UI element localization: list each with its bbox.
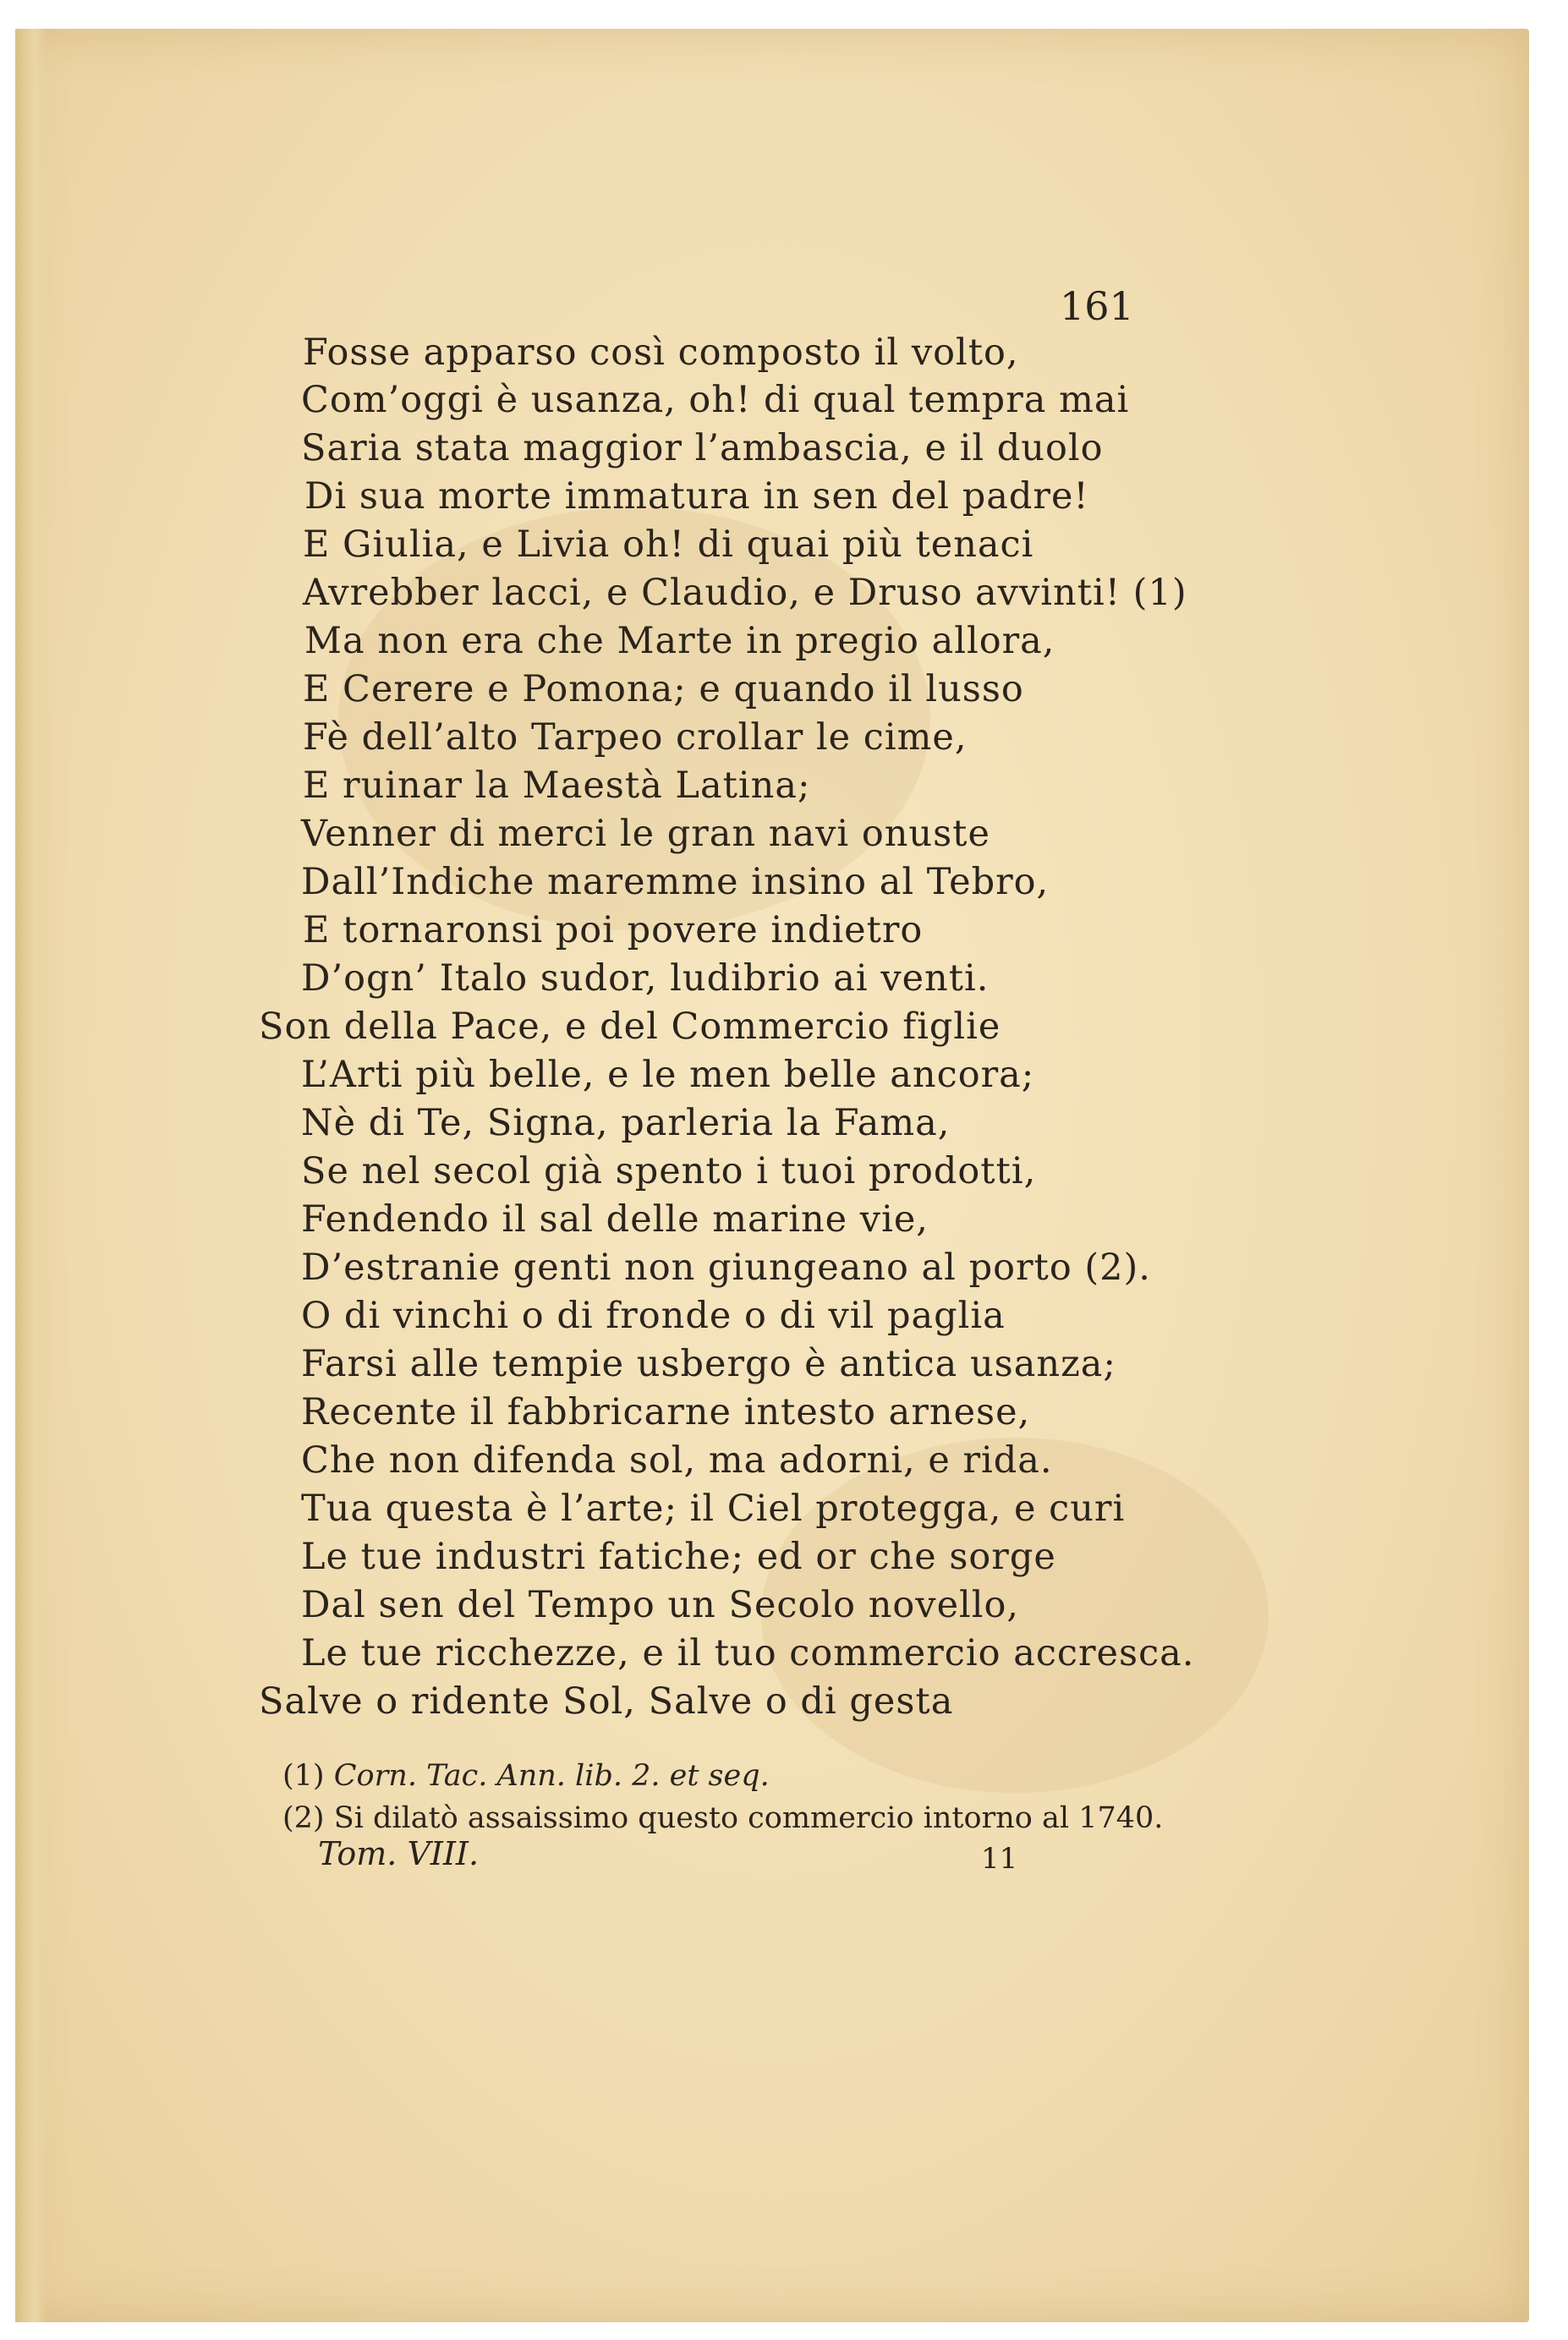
poem-line: Fosse apparso così composto il volto, xyxy=(303,332,1019,374)
poem-line: L’Arti più belle, e le men belle ancora; xyxy=(301,1054,1035,1096)
poem-line: Fendendo il sal delle marine vie, xyxy=(301,1198,929,1241)
poem-line: Recente il fabbricarne intesto arnese, xyxy=(301,1391,1031,1433)
poem-line: E tornaronsi poi povere indietro xyxy=(303,909,924,951)
poem-line: Fè dell’alto Tarpeo crollar le cime, xyxy=(303,716,968,759)
page-number: 161 xyxy=(1060,283,1134,329)
page-spine-edge xyxy=(15,29,47,2322)
footnote-marker: (2) xyxy=(282,1801,325,1835)
volume-signature: Tom. VIII. xyxy=(318,1835,480,1872)
poem-line: Le tue ricchezze, e il tuo commercio accresca. xyxy=(301,1632,1195,1674)
footnote-text: Corn. Tac. Ann. lib. 2. et seq. xyxy=(333,1759,770,1793)
footnote-text: Si dilatò assaissimo questo commercio intorno al 1740. xyxy=(333,1801,1164,1835)
poem-line: E Giulia, e Livia oh! di quai più tenaci xyxy=(303,523,1034,566)
poem-line: D’ogn’ Italo sudor, ludibrio ai venti. xyxy=(301,957,990,1000)
poem-line: Nè di Te, Signa, parleria la Fama, xyxy=(301,1102,951,1144)
poem-line: Che non difenda sol, ma adorni, e rida. xyxy=(301,1439,1053,1482)
footnote-2 xyxy=(282,1801,1163,1835)
footnote-1 xyxy=(282,1759,770,1793)
poem-line: Saria stata maggior l’ambascia, e il duolo xyxy=(301,427,1104,469)
poem-line: Salve o ridente Sol, Salve o di gesta xyxy=(259,1680,954,1723)
poem-line: Se nel secol già spento i tuoi prodotti, xyxy=(301,1150,1037,1192)
signature-mark: 11 xyxy=(981,1842,1018,1876)
poem-line: Dal sen del Tempo un Secolo novello, xyxy=(301,1584,1020,1626)
poem-line: O di vinchi o di fronde o di vil paglia xyxy=(301,1295,1006,1337)
poem-line: Di sua morte immatura in sen del padre! xyxy=(304,475,1089,518)
poem-line: Ma non era che Marte in pregio allora, xyxy=(304,620,1055,662)
poem-line: Son della Pace, e del Commercio figlie xyxy=(259,1006,1001,1048)
poem-line: D’estranie genti non giungeano al porto (2). xyxy=(301,1247,1151,1289)
poem-line: Venner di merci le gran navi onuste xyxy=(301,813,990,855)
poem-line: Com’oggi è usanza, oh! di qual tempra mai xyxy=(301,379,1130,421)
poem-line: Farsi alle tempie usbergo è antica usanza; xyxy=(301,1343,1116,1385)
poem-line: E ruinar la Maestà Latina; xyxy=(303,764,811,807)
poem-line: Avrebber lacci, e Claudio, e Druso avvinti! (1) xyxy=(303,572,1187,614)
poem-line: Tua questa è l’arte; il Ciel protegga, e curi xyxy=(301,1488,1126,1530)
poem-line: Le tue industri fatiche; ed or che sorge xyxy=(301,1536,1056,1578)
poem-line: E Cerere e Pomona; e quando il lusso xyxy=(303,668,1024,710)
footnote-marker: (1) xyxy=(282,1759,325,1793)
poem-line: Dall’Indiche maremme insino al Tebro, xyxy=(301,861,1050,903)
